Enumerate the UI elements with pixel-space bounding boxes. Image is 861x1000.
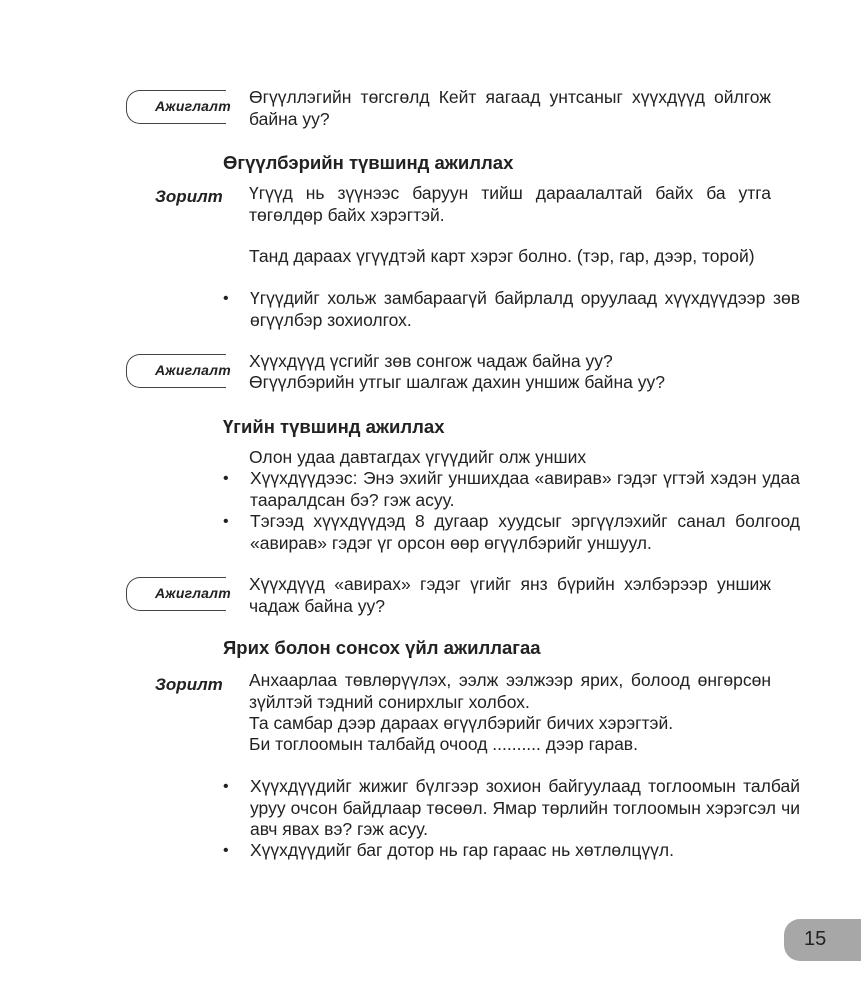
observation-badge [126,577,231,611]
goal-text: Үгүүд нь зүүнээс баруун тийш дараалалтай байх ба утга төгөлдөр байх хэрэгтэй. [249,183,771,225]
bullet-icon: • [223,842,229,859]
observation-text: Өгүүллэгийн төгсгөлд Кейт яагаад унтсаныг хүүхдүүд ойлгож байна уу? [249,87,771,129]
goal-text: Анхаарлаа төвлөрүүлэх, ээлж ээлжээр ярих, болоод өнгөрсөн зүйлтэй тэдний сонирхлыг холбох. [249,670,771,712]
section-heading-sentence-level: Өгүүлбэрийн түвшинд ажиллах [223,152,514,173]
section-heading-word-level: Үгийн түвшинд ажиллах [223,416,445,437]
observation-badge-label: Ажиглалт [155,585,231,601]
observation-badge-label: Ажиглалт [155,362,231,378]
bullet-icon: • [223,778,229,795]
observation-text-line: Хүүхдүүд үсгийг зөв сонгож чадаж байна уу? [249,351,613,371]
observation-badge [126,354,231,388]
list-item-text: Үгүүдийг хольж замбараагүй байрлалд оруулаад хүүхдүүдээр зөв өгүүлбэр зохиолгох. [250,288,800,330]
bullet-icon: • [223,470,229,487]
observation-badge-label: Ажиглалт [155,98,231,114]
page-number-tab [784,919,861,961]
intro-text: Олон удаа давтагдах үгүүдийг олж унших [249,447,587,467]
list-item-text: Хүүхдүүдээс: Энэ эхийг уншихдаа «авирав» гэдэг үгтэй хэдэн удаа тааралдсан бэ? гэж асуу. [250,468,800,510]
note-text: Танд дараах үгүүдтэй карт хэрэг болно. (тэр, гар, дээр, торой) [249,246,755,266]
goal-label: Зорилт [155,675,223,694]
observation-text-line: Өгүүлбэрийн утгыг шалгаж дахин уншиж байна уу? [249,372,665,392]
list-item-text: Хүүхдүүдийг жижиг бүлгээр зохион байгуулаад тоглоомын талбай уруу очсон байдлаар төсөөл. Ямар төрлийн тоглоомын хэрэгсэл чи авч явах вэ? гэж асуу. [250,776,800,839]
bullet-icon: • [223,290,229,307]
list-item-text: Хүүхдүүдийг баг дотор нь гар гараас нь хөтлөлцүүл. [250,840,674,860]
bullet-icon: • [223,513,229,530]
observation-text: Хүүхдүүд «авирах» гэдэг үгийг янз бүрийн хэлбэрээр уншиж чадаж байна уу? [249,574,771,616]
section-heading-speaking-listening: Ярих болон сонсох үйл ажиллагаа [223,637,541,658]
page-number: 15 [804,928,827,950]
board-instruction: Та самбар дээр дараах өгүүлбэрийг бичих хэрэгтэй. [249,713,674,733]
goal-label: Зорилт [155,187,223,206]
list-item-text: Тэгээд хүүхдүүдэд 8 дугаар хуудсыг эргүүлэхийг санал болгоод «авирав» гэдэг үг орсон өөр өгүүлбэрийг уншуул. [250,511,800,553]
observation-badge [126,90,231,124]
board-sentence: Би тоглоомын талбайд очоод .......... дээр гарав. [249,734,638,754]
